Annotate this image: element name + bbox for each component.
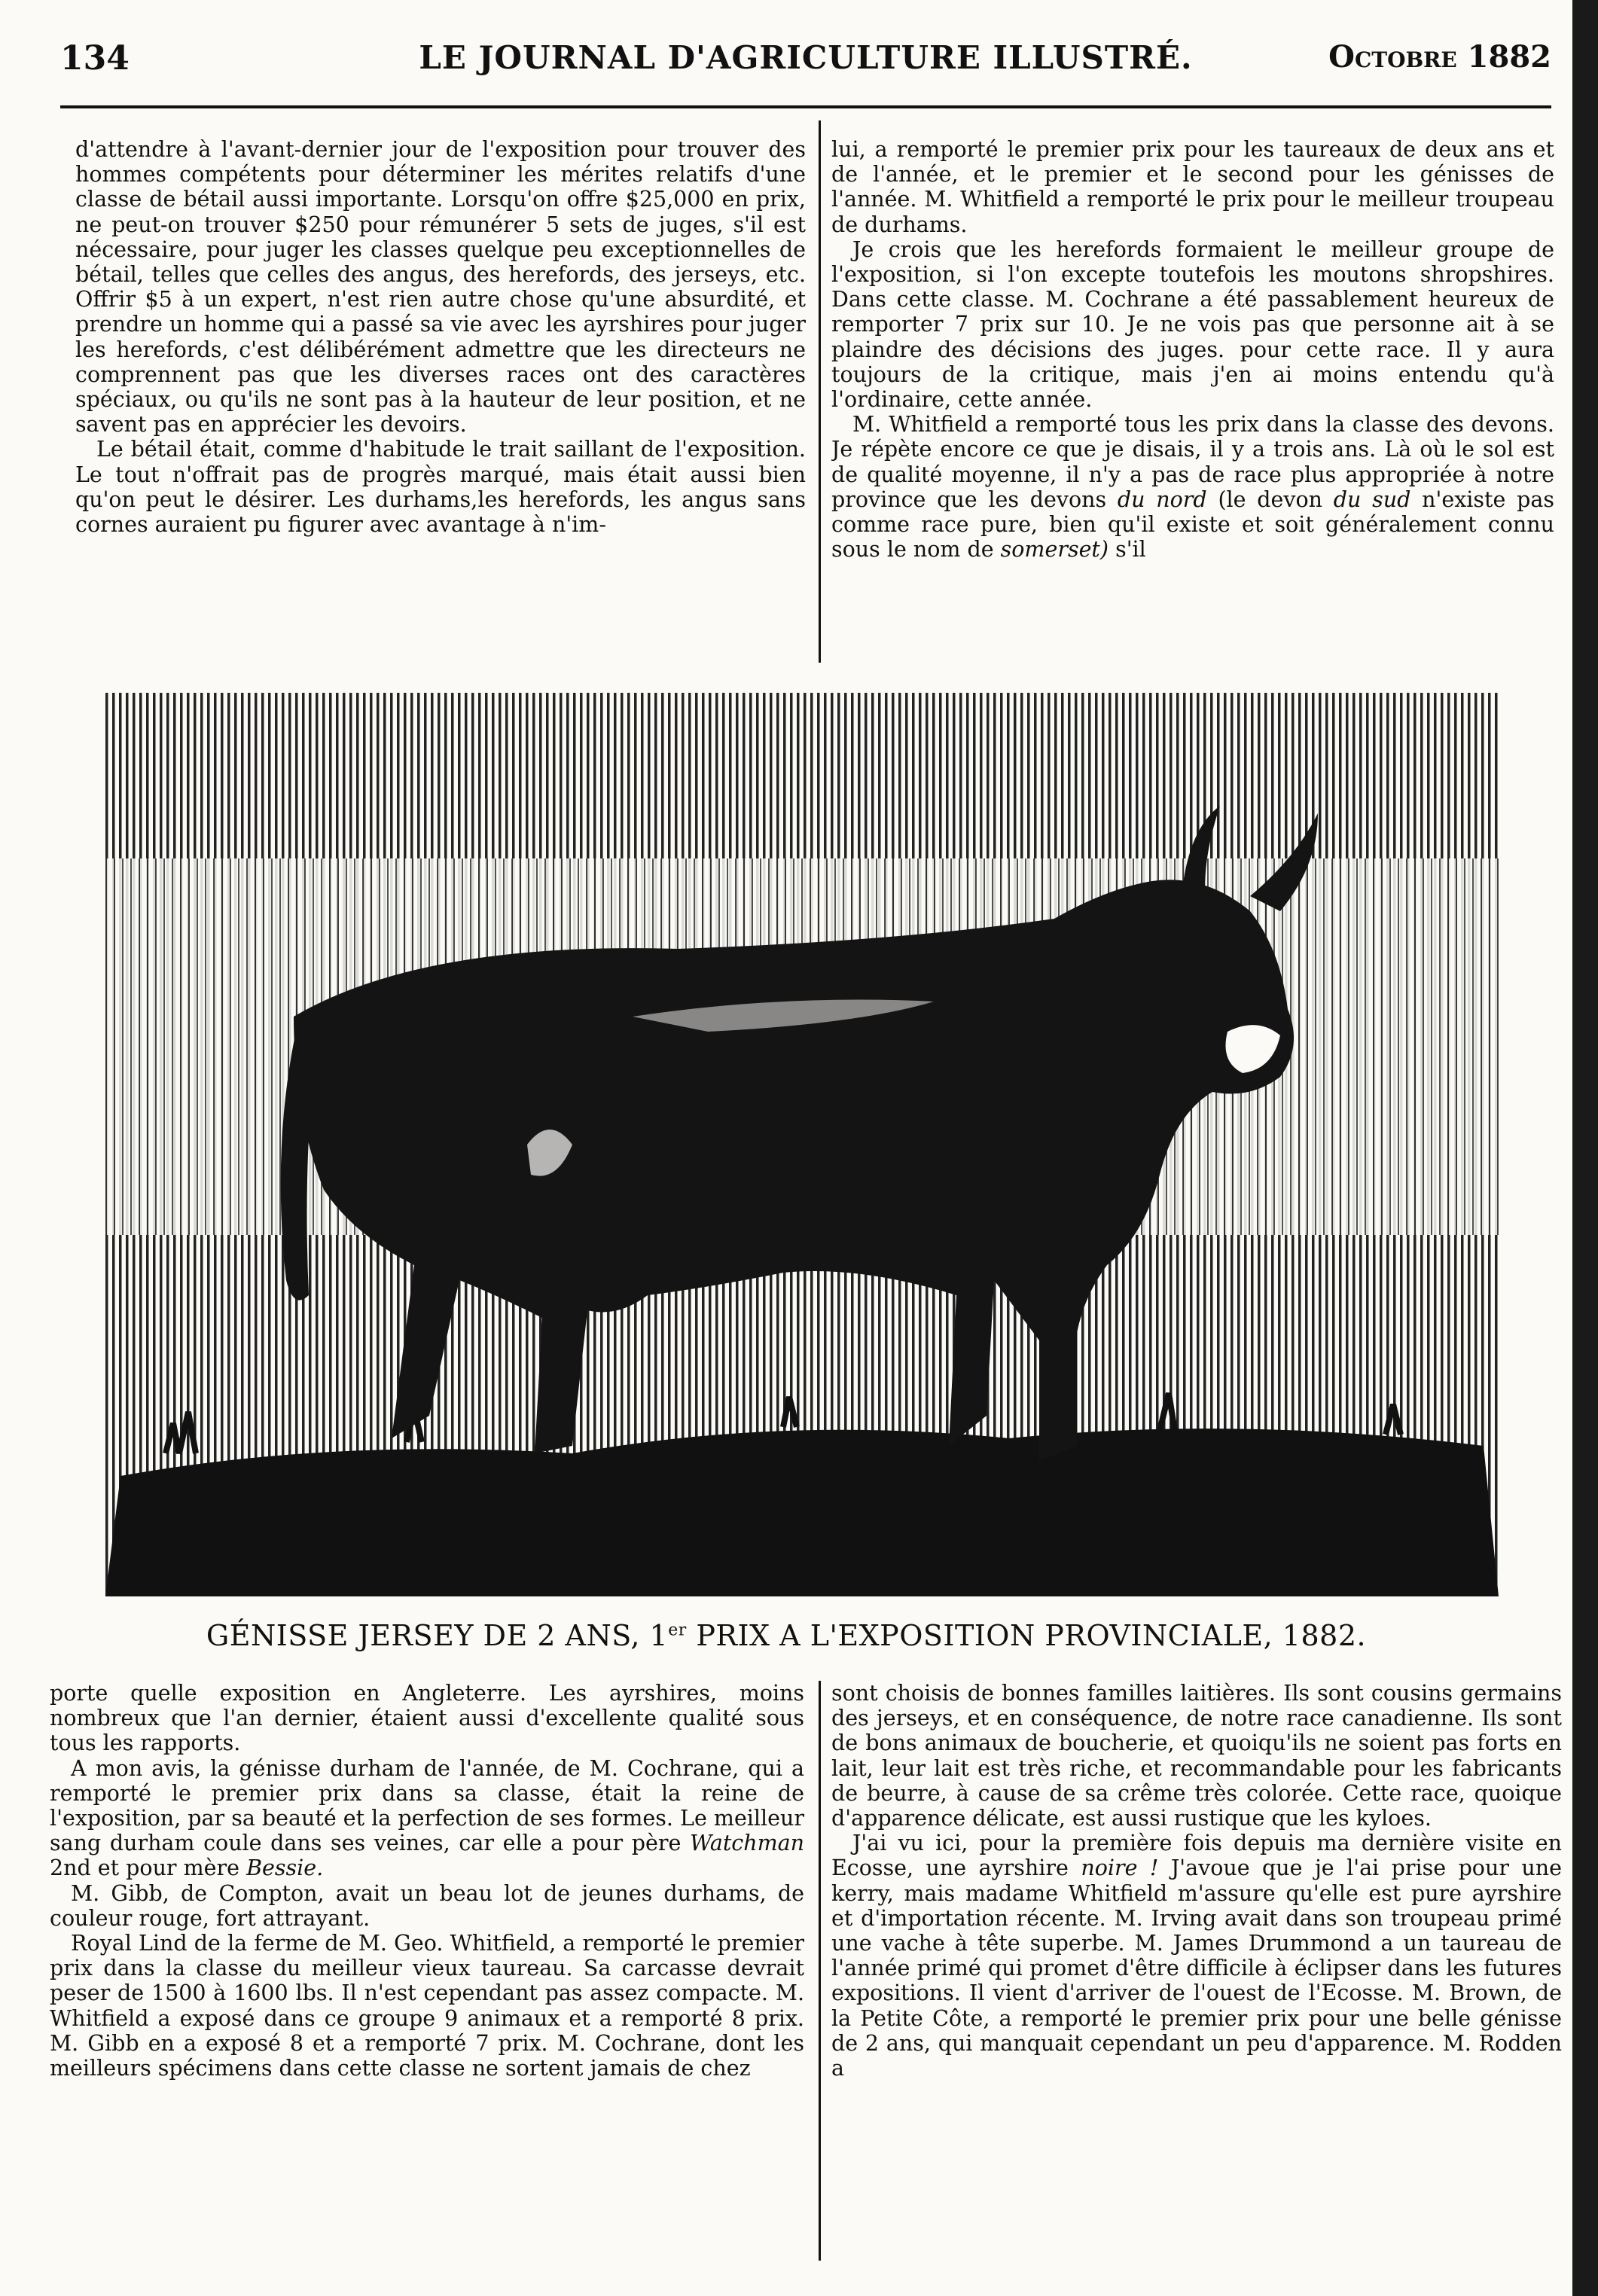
paragraph: Je crois que les herefords formaient le meilleur groupe de l'exposition, si l'on excepte toutefois les moutons shropshires. Dans cette classe. M. Cochrane a été passablement heureux de remporter 7 prix sur 10. Je ne vois pas que personne ait à se plaindre des décisions des juges. pour cette race. Il y aura toujours de la critique, mais j'en ai moins entendu qu'à l'ordinaire, cette année. — [831, 236, 1554, 413]
heifer-engraving — [105, 693, 1499, 1596]
paragraph: Royal Lind de la ferme de M. Geo. Whitfield, a remporté le premier prix dans la classe du meilleur vieux taureau. Sa carcasse devrait peser de 1500 à 1600 lbs. Il n'est cependant pas assez compacte. M. Whitfield a exposé dans ce groupe 9 animaux et a remporté 8 prix. M. Gibb en a exposé 8 et a remporté 7 prix. M. Cochrane, dont les meilleurs spécimens dans cette classe ne sortent jamais de chez — [50, 1931, 804, 2081]
text-run-italic: noire ! — [1081, 1855, 1159, 1881]
paragraph — [831, 1831, 1562, 2081]
text-run: s'il — [1109, 537, 1146, 563]
figure-caption — [0, 1619, 1572, 1652]
paragraph: porte quelle exposition en Angleterre. Les ayrshires, moins nombreux que l'an dernier, étaient aussi d'excellente qualité sous tous les rapports. — [50, 1681, 804, 1756]
column-bottom-left — [50, 1681, 804, 2261]
text-run: J'avoue que je l'ai prise pour une kerry, mais madame Whitfield m'assure qu'elle est pure ayrshire et d'importation récente. M. Irving avait dans son troupeau primé une vache à tête superbe. M. James Drummond a un taureau de l'année primé qui promet d'être difficile à éclipser dans les futures expositions. Il vient d'arriver de l'ouest de l'Ecosse. M. Brown, de la Petite Côte, a remporté le premier prix pour une belle génisse de 2 ans, qui manquait cependant un peu d'apparence. M. Rodden a — [831, 1855, 1562, 2081]
text-run: M. Whitfield a remporté tous les prix dans la classe des devons. Je répète encore ce que je disais, il y a trois ans. Là où le sol est de qualité moyenne, il n'y a pas de race plus appropriée à notre province que les devons — [831, 412, 1554, 512]
text-run-italic: du nord — [1117, 486, 1207, 512]
text-run-italic: Bessie. — [246, 1855, 324, 1881]
issue-date: Octobre 1882 — [1328, 39, 1551, 75]
text-run-italic: somerset) — [1000, 537, 1109, 563]
ground — [105, 1429, 1499, 1596]
column-divider — [819, 1681, 821, 2261]
text-run-italic: du sud — [1333, 486, 1411, 512]
scan-edge-shadow — [1572, 0, 1598, 2296]
column-top-left — [75, 137, 806, 664]
text-run: A mon avis, la génisse durham de l'année, de M. Cochrane, qui a remporté le premier prix dans sa classe, était la reine de l'exposition, par sa beauté et la perfection de ses formes. Le meilleur sang durham coule dans ses veines, car elle a pour père — [50, 1755, 804, 1856]
paragraph — [831, 412, 1554, 562]
text-run: J'ai vu ici, pour la première fois depuis ma dernière visite en Ecosse, une ayrshire — [831, 1831, 1562, 1881]
paragraph: lui, a remporté le premier prix pour les taureaux de deux ans et de l'année, et le premier et le second pour les génisses de l'année. M. Whitfield a remporté le prix pour le meilleur troupeau de durhams. — [831, 137, 1554, 237]
paragraph: d'attendre à l'avant-dernier jour de l'exposition pour trouver des hommes compétents pour déterminer les mérites relatifs d'une classe de bétail aussi importante. Lorsqu'on offre $25,000 en prix, ne peut-on trouver $250 pour rémunérer 5 sets de juges, s'il est nécessaire, pour juger les classes quelque peu exceptionnelles de bétail, telles que celles des angus, des herefords, des jerseys, etc. Offrir $5 à un expert, n'est rien autre chose qu'une absurdité, et prendre un homme qui a passé sa vie avec les ayrshires pour juger les herefords, c'est délibérément admettre que les directeurs ne comprennent pas que les diverses races ont des caractères spéciaux, ou qu'ils ne sont pas à la hauteur de leur position, et ne savent pas en apprécier les devoirs. — [75, 137, 806, 438]
text-run: n'existe pas comme race pure, bien qu'il existe et soit généralement connu sous le nom de — [831, 486, 1554, 563]
text-run-italic: Watchman — [690, 1831, 804, 1856]
page-number: 134 — [60, 39, 130, 78]
text-run: 2nd et pour mère — [50, 1855, 247, 1881]
column-bottom-right — [831, 1681, 1562, 2261]
paragraph: M. Gibb, de Compton, avait un beau lot de jeunes durhams, de couleur rouge, fort attrayant. — [50, 1880, 804, 1931]
page-header — [60, 39, 1551, 84]
column-divider — [819, 120, 821, 663]
header-rule — [60, 105, 1551, 108]
paragraph: sont choisis de bonnes familles laitières. Ils sont cousins germains des jerseys, et en conséquence, de notre race canadienne. Ils sont de bons animaux de boucherie, et quoiqu'ils ne soient pas forts en lait, leur lait est très riche, et recommandable pour les fabricants de beurre, à cause de sa crême très colorée. Cette race, quoique d'apparence délicate, est aussi rustique que les kyloes. — [831, 1681, 1562, 1831]
text-run: (le devon — [1206, 486, 1334, 512]
journal-title: LE JOURNAL D'AGRICULTURE ILLUSTRÉ. — [419, 39, 1193, 76]
caption-text: GÉNISSE JERSEY DE 2 ANS, 1 — [206, 1619, 669, 1652]
caption-superscript: er — [668, 1621, 687, 1640]
caption-text: PRIX A L'EXPOSITION PROVINCIALE, 1882. — [686, 1619, 1367, 1652]
paragraph: Le bétail était, comme d'habitude le trait saillant de l'exposition. Le tout n'offrait pas de progrès marqué, mais était aussi bien qu'on peut le désirer. Les durhams,les herefords, les angus sans cornes auraient pu figurer avec avantage à n'im- — [75, 437, 806, 538]
paragraph — [50, 1756, 804, 1881]
column-top-right — [831, 137, 1554, 664]
